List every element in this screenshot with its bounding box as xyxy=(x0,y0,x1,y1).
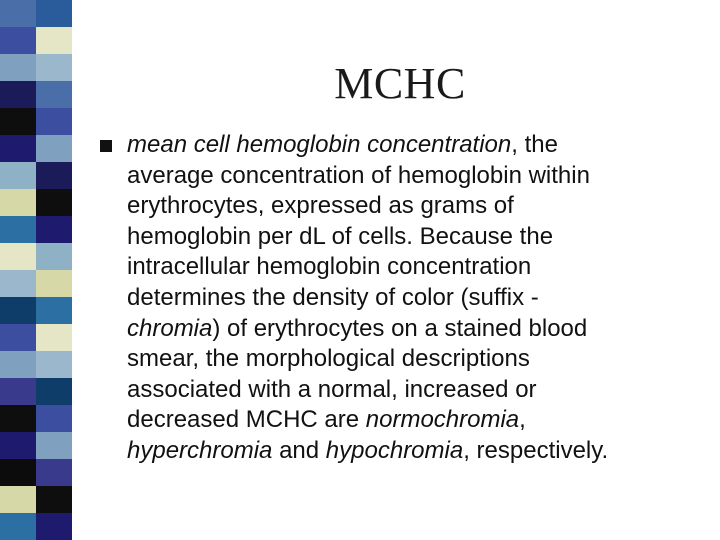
text-run: determines the density of color (suffix - xyxy=(127,283,539,311)
stripe-cell xyxy=(0,297,36,324)
stripe-cell xyxy=(0,81,36,108)
stripe-cell xyxy=(0,108,36,135)
italic-term: mean cell hemoglobin concentration xyxy=(127,131,512,158)
text-run: smear, the morphological descriptions xyxy=(127,345,530,373)
stripe-cell xyxy=(0,324,36,351)
stripe-cell xyxy=(0,486,36,513)
text-line xyxy=(127,130,707,161)
italic-term: chromia xyxy=(127,314,213,342)
stripe-cell xyxy=(36,216,72,243)
stripe-cell xyxy=(36,432,72,459)
stripe-cell xyxy=(36,351,72,378)
stripe-cell xyxy=(0,162,36,189)
stripe-cell xyxy=(0,189,36,216)
stripe-cell xyxy=(0,270,36,297)
stripe-cell xyxy=(36,378,72,405)
italic-term: normochromia xyxy=(365,406,520,434)
stripe-cell xyxy=(36,162,72,189)
text-run: associated with a normal, increased or xyxy=(127,375,537,403)
stripe-cell xyxy=(0,513,36,540)
stripe-cell xyxy=(0,432,36,459)
stripe-cell xyxy=(36,297,72,324)
stripe-cell xyxy=(36,54,72,81)
stripe-cell xyxy=(36,486,72,513)
stripe-cell xyxy=(0,351,36,378)
text-run: and xyxy=(272,436,326,464)
text-line xyxy=(127,405,707,436)
stripe-cell xyxy=(36,459,72,486)
stripe-cell xyxy=(36,243,72,270)
stripe-cell xyxy=(0,459,36,486)
stripe-cell xyxy=(0,27,36,54)
stripe-cell xyxy=(36,324,72,351)
text-run: intracellular hemoglobin concentration xyxy=(127,253,532,281)
stripe-cell xyxy=(36,405,72,432)
bullet-paragraph xyxy=(127,130,707,467)
text-run: average concentration of hemoglobin within xyxy=(127,161,590,189)
text-line xyxy=(127,252,707,283)
text-run: , respectively. xyxy=(463,436,609,464)
slide-title: MCHC xyxy=(334,59,466,108)
text-run: , the xyxy=(511,131,558,158)
stripe-cell xyxy=(36,513,72,540)
text-run: ) of erythrocytes on a stained blood xyxy=(212,314,588,342)
text-line xyxy=(127,191,707,222)
stripe-cell xyxy=(0,54,36,81)
text-line xyxy=(127,283,707,314)
text-run: erythrocytes, expressed as grams of xyxy=(127,192,514,220)
stripe-cell xyxy=(36,270,72,297)
stripe-cell xyxy=(36,135,72,162)
stripe-cell xyxy=(0,216,36,243)
stripe-cell xyxy=(0,135,36,162)
bullet-square-icon xyxy=(100,140,112,152)
stripe-cell xyxy=(0,0,36,27)
text-run: decreased MCHC are xyxy=(127,406,366,434)
text-line xyxy=(127,161,707,192)
stripe-cell xyxy=(36,108,72,135)
decorative-stripe-band xyxy=(0,0,72,540)
text-run: , xyxy=(519,406,526,434)
stripe-cell xyxy=(0,405,36,432)
stripe-cell xyxy=(36,27,72,54)
text-line xyxy=(127,344,707,375)
stripe-cell xyxy=(36,0,72,27)
stripe-cell xyxy=(0,243,36,270)
italic-term: hyperchromia xyxy=(127,436,273,464)
italic-term: hypochromia xyxy=(325,436,464,464)
text-line xyxy=(127,375,707,406)
text-run: hemoglobin per dL of cells. Because the xyxy=(127,222,554,250)
stripe-cell xyxy=(36,189,72,216)
text-line xyxy=(127,436,707,467)
text-line xyxy=(127,222,707,253)
stripe-cell xyxy=(0,378,36,405)
stripe-cell xyxy=(36,81,72,108)
text-line xyxy=(127,314,707,345)
